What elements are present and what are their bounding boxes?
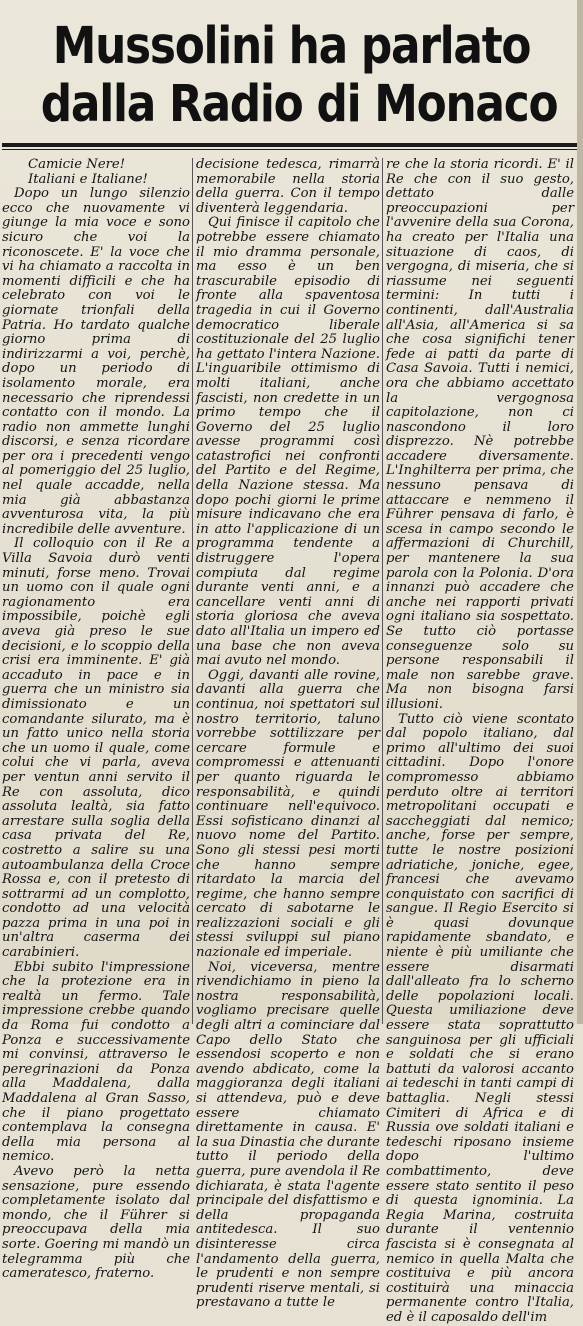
paragraph: Il colloquio con il Re a Villa Savoia durò venti minuti, forse meno. Trovai un uomo con il quale ogni ragionamento era impossibile, poichè egli aveva già preso le sue decisioni, e lo scoppio della crisi era imminente. E' già accaduto in pace e in guerra che un ministro sia dimissionato e un comandante silurato, ma è un fatto unico nella storia che un uomo il quale, come colui che vi parla, aveva per ventun anni servito il Re con assoluta, dico assoluta lealtà, sia fatto arrestare sulla soglia della casa privata del Re, costretto a salire su una autoambulanza della Croce Rossa e, con il pretesto di sottrarmi ad un complotto, condotto ad una velocità pazza prima in una poi in un'altra caserma dei carabinieri.	[2, 536, 190, 961]
article-column-1	[2, 157, 190, 1282]
paragraph: Ebbi subito l'impressione che la protezione era in realtà un fermo. Tale impressione crebbe quando da Roma fui condotto a Ponza e successivamente mi convinsi, attraverso le peregrinazioni da Ponza alla Maddalena, dalla Maddalena al Gran Sasso, che il piano progettato contemplava la consegna della mia persona al nemico.	[2, 959, 190, 1165]
headline-rule	[2, 143, 578, 147]
salutation: Italiani e Italiane!	[28, 171, 148, 187]
article-column-3	[386, 157, 574, 1325]
headline-line-2: dalla Radio di Monaco	[40, 75, 558, 134]
page-edge	[577, 0, 583, 1024]
paragraph: Qui finisce il capitolo che potrebbe essere chiamato il mio dramma personale, ma esso è un ben trascurabile episodio di fronte alla spaventosa tragedia in cui il Governo democratico liberale costituzionale del 25 luglio ha gettato l'intera Nazione. L'inguaribile ottimismo di molti italiani, anche fascisti, non credette in un primo tempo che il Governo del 25 luglio avesse programmi così catastrofici nei confronti del Partito e del Regime, della Nazione stessa. Ma dopo pochi giorni le prime misure indicavano che era in atto l'applicazione di un programma tendente a distruggere l'opera compiuta dal regime durante venti anni, e a cancellare venti anni di storia gloriosa che aveva dato all'Italia un impero ed una base che non aveva mai avuto nel mondo.	[196, 215, 380, 669]
paragraph: Tutto ciò viene scontato dal popolo italiano, dal primo all'ultimo dei suoi cittadini. Dopo l'onore compromesso abbiamo perduto oltre ai territori metropolitani occupati e saccheggiati dal nemico; anche, forse per sempre, tutte le nostre posizioni adriatiche, joniche, egee, francesi che avevamo conquistato con sacrifici di sangue. Il Regio Esercito si è quasi dovunque rapidamente sbandato, e niente è più umiliante che essere disarmati dall'alleato fra lo scherno delle popolazioni locali. Questa umiliazione deve essere stata soprattutto sanguinosa per gli ufficiali e soldati che si erano battuti da valorosi accanto ai tedeschi in tanti campi di battaglia. Negli stessi Cimiteri di Africa e di Russia ove soldati italiani e tedeschi riposano insieme dopo l'ultimo combattimento, deve essere stato sentito il peso di questa ignominia. La Regia Marina, costruita durante il ventennio fascista si è consegnata al nemico in quella Malta che costituiva e più ancora costituirà una minaccia permanente contro l'Italia, ed è il caposaldo dell'im	[386, 711, 574, 1325]
article-column-2	[196, 157, 380, 1311]
paragraph: Avevo però la netta sensazione, pure essendo completamente isolato dal mondo, che il Führer si preoccupava della mia sorte. Goering mi mandò un telegramma più che cameratesco, fraterno.	[2, 1163, 190, 1282]
headline	[40, 17, 558, 134]
paragraph: Noi, viceversa, mentre rivendichiamo in pieno la nostra responsabilità, vogliamo precisare quelle degli altri a cominciare dal Capo dello Stato che essendosi scoperto e non avendo abdicato, come la maggioranza degli italiani si attendeva, può e deve essere chiamato direttamente in causa. E' la sua Dinastia che durante tutto il periodo della guerra, pure avendola il Re dichiarata, è stata l'agente principale del disfattismo e della propaganda antitedesca. Il suo disinteresse circa l'andamento della guerra, le prudenti e non sempre prudenti riserve mentali, si prestavano a tutte le	[196, 959, 380, 1311]
paragraph: decisione tedesca, rimarrà memorabile nella storia della guerra. Con il tempo diventerà leggendaria.	[196, 157, 380, 216]
paragraph: Dopo un lungo silenzio ecco che nuovamente vi giunge la mia voce e sono sicuro che voi la riconoscete. E' la voce che vi ha chiamato a raccolta in momenti difficili e che ha celebrato con voi le giornate trionfali della Patria. Ho tardato qualche giorno prima di indirizzarmi a voi, perchè, dopo un periodo di isolamento morale, era necessario che riprendessi contatto con il mondo. La radio non ammette lunghi discorsi, e senza ricordare per ora i precedenti vengo al pomeriggio del 25 luglio, nel quale accadde, nella mia già abbastanza avventurosa vita, la più incredibile delle avventure.	[2, 186, 190, 537]
column-divider	[382, 158, 383, 1024]
paragraph: re che la storia ricordi. E' il Re che con il suo gesto, dettato dalle preoccupazioni per l'avvenire della sua Corona, ha creato per l'Italia una situazione di caos, di vergogna, di miseria, che si riassume nei seguenti termini: In tutti i continenti, dall'Australia all'Asia, all'America si sa che cosa significhi tener fede ai patti da parte di Casa Savoia. Tutti i nemici, ora che abbiamo accettato la vergognosa capitolazione, non ci nascondono il loro disprezzo. Nè potrebbe accadere diversamente. L'Inghilterra per prima, che nessuno pensava di attaccare e nemmeno il Führer pensava di farlo, è scesa in campo secondo le affermazioni di Churchill, per mantenere la sua parola con la Polonia. D'ora innanzi può accadere che anche nei rapporti privati ogni italiano sia sospettato. Se tutto ciò portasse conseguenze solo su persone responsabili il male non sarebbe grave. Ma non bisogna farsi illusioni.	[386, 157, 574, 712]
column-divider	[192, 158, 193, 1024]
salutation: Camicie Nere!	[28, 157, 126, 172]
headline-rule-thin	[2, 149, 578, 150]
headline-line-1: Mussolini ha parlato	[52, 17, 531, 76]
paragraph: Oggi, davanti alle rovine, davanti alla guerra che continua, noi spettatori sul nostro territorio, taluno vorrebbe sottilizzare per cercare formule e compromessi e attenuanti per quanto riguarda le responsabilità, e quindi continuare nell'equivoco. Essi sofisticano dinanzi al nuovo nome del Partito. Sono gli stessi pesi morti che hanno sempre ritardato la marcia del regime, che hanno sempre cercato di sabotarne le realizzazioni sociali e gli stessi sviluppi sul piano nazionale ed imperiale.	[196, 667, 380, 961]
